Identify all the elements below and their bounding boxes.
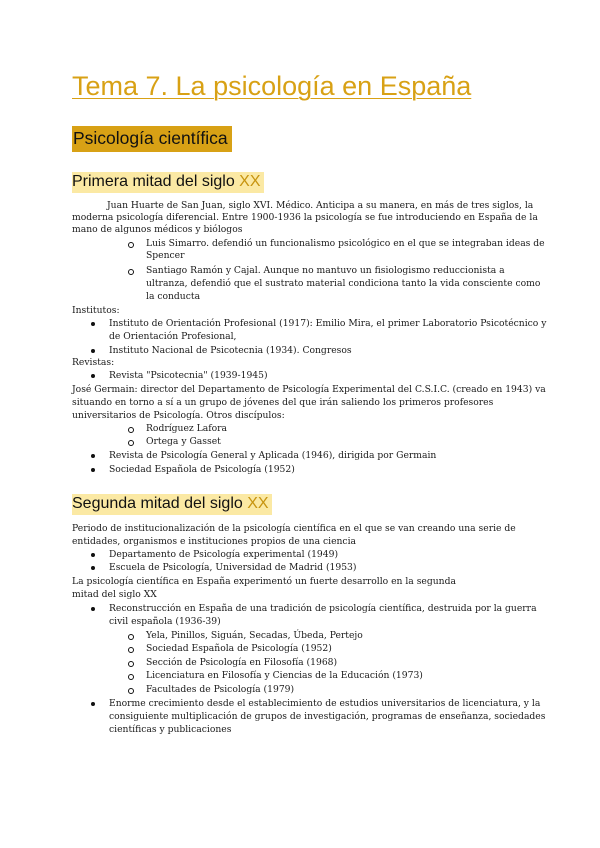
paragraph-line: Juan Huarte de San Juan, siglo XVI. Médico. Anticipa a su manera, en más de tres siglos, la (107, 200, 534, 211)
list-item: Licenciatura en Filosofía y Ciencias de la Educación (1973) (146, 670, 423, 681)
paragraph-line: entidades, organismos e instituciones propios de una ciencia (72, 536, 356, 547)
list-item: Luis Simarro. defendió un funcionalismo psicológico en el que se integraban ideas de (146, 238, 545, 249)
list-item: Facultades de Psicología (1979) (146, 684, 295, 695)
document-title: Tema 7. La psicología en España (72, 71, 472, 101)
list-item-cont: de Orientación Profesional, (109, 331, 237, 342)
paragraph-line: universitarios de Psicología. Otros discípulos: (72, 410, 285, 421)
list-item: Yela, Pinillos, Siguán, Secadas, Úbeda, Pertejo (146, 630, 363, 641)
heading-text: Segunda mitad del siglo (72, 495, 248, 512)
list-item-cont: ultranza, defendió que el sustrato material condiciona tanto la vida consciente como (146, 278, 541, 289)
heading-accent: XX (239, 173, 261, 190)
paragraph-line: mano de algunos médicos y biólogos (72, 224, 243, 235)
list-item-cont: consiguiente multiplicación de grupos de investigación, programas de enseñanza, sociedades (109, 711, 546, 722)
list-item-cont: científicas y publicaciones (109, 724, 232, 735)
paragraph-line: situando en torno a sí a un grupo de jóvenes del que irán saliendo los primeros profesores (72, 397, 494, 408)
heading-text: Primera mitad del siglo (72, 173, 240, 190)
list-item-cont: civil española (1936-39) (109, 616, 221, 627)
list-item: Instituto de Orientación Profesional (1917): Emilio Mira, el primer Laboratorio Psicotécnico y (109, 318, 547, 329)
list-item: Rodríguez Lafora (146, 423, 228, 434)
paragraph-line: Periodo de institucionalización de la psicología científica en el que se van creando una serie de (72, 523, 516, 534)
heading-accent: XX (247, 495, 269, 512)
heading-segunda-mitad (72, 494, 272, 515)
list-item: Sociedad Española de Psicología (1952) (146, 643, 332, 654)
label-institutos: Institutos: (72, 305, 120, 316)
list-item: Ortega y Gasset (146, 436, 221, 447)
list-item: Sociedad Española de Psicología (1952) (109, 464, 295, 475)
list-item-cont: Spencer (146, 250, 185, 261)
paragraph-line: José Germain: director del Departamento de Psicología Experimental del C.S.I.C. (creado en 1943) va (72, 384, 546, 395)
list-item: Departamento de Psicología experimental (1949) (109, 549, 339, 560)
heading-primera-mitad (72, 172, 264, 193)
list-item: Revista de Psicología General y Aplicada (1946), dirigida por Germain (109, 450, 437, 461)
paragraph-line: moderna psicología diferencial. Entre 1900-1936 la psicología se fue introduciendo en España de la (72, 212, 538, 223)
list-item-cont: la conducta (146, 291, 201, 302)
section-heading: Psicología científica (72, 126, 232, 152)
paragraph-line: mitad del siglo XX (72, 589, 157, 600)
list-item: Santiago Ramón y Cajal. Aunque no mantuvo un fisiologismo reduccionista a (146, 265, 505, 276)
paragraph-line: La psicología científica en España experimentó un fuerte desarrollo en la segunda (72, 576, 456, 587)
list-item: Sección de Psicología en Filosofía (1968) (146, 657, 338, 668)
list-item: Escuela de Psicología, Universidad de Madrid (1953) (109, 562, 357, 573)
list-item: Enorme crecimiento desde el establecimiento de estudios universitarios de licenciatura, y la (109, 698, 541, 709)
label-revistas: Revistas: (72, 357, 115, 368)
list-item: Instituto Nacional de Psicotecnia (1934). Congresos (109, 345, 352, 356)
list-item: Reconstrucción en España de una tradición de psicología científica, destruida por la guerra (109, 603, 537, 614)
list-item: Revista "Psicotecnia" (1939-1945) (109, 370, 268, 381)
